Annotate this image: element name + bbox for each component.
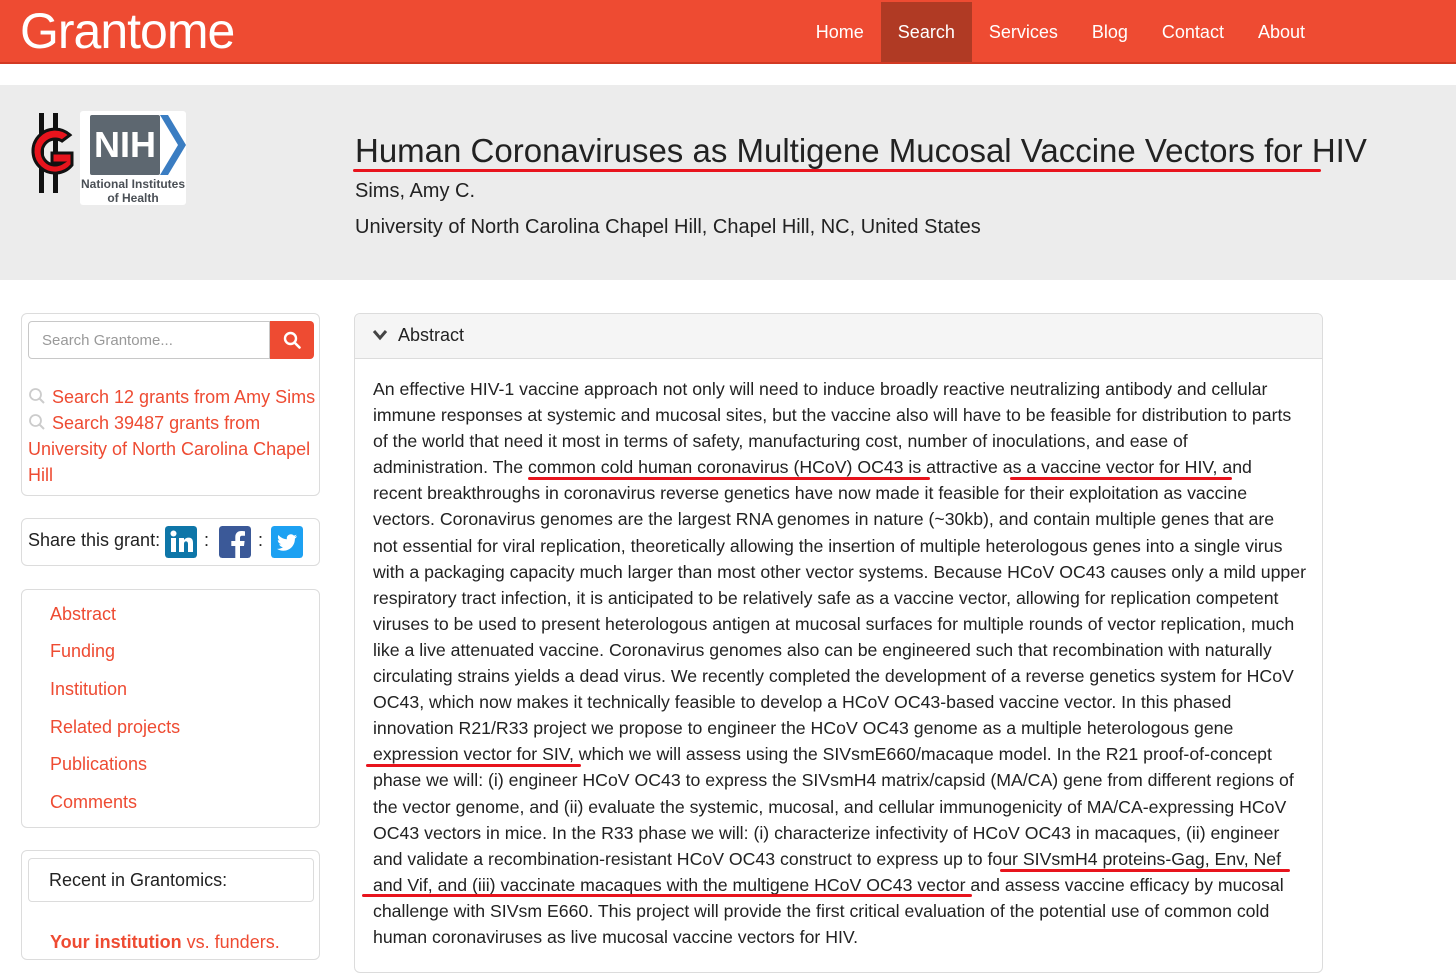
grant-header — [0, 85, 1456, 280]
highlight-underline — [362, 894, 972, 897]
abstract-line: OC43, which now makes it technically feasible to develop a HCoV OC43-based vaccine vector. In this phased — [373, 692, 1232, 713]
abstract-header[interactable] — [355, 314, 1322, 359]
abstract-line: vectors. Coronavirus genomes are the largest RNA genomes in nature (~30kb), and contain multiple genes that are — [373, 509, 1275, 530]
search-institution-grants-label-line1: Search 39487 grants from — [52, 413, 261, 433]
search-institution-grants-link[interactable] — [28, 410, 316, 488]
nav-home[interactable]: Home — [815, 22, 864, 42]
abstract-line: expression vector for SIV, which we will assess using the SIVsmE660/macaque model. In the R21 proof-of-concept — [373, 744, 1272, 765]
abstract-line: innovation R21/R33 project we propose to engineer the HCoV OC43 genome as a multiple heterologous gene — [373, 718, 1234, 739]
highlight-underline — [528, 477, 930, 480]
search-button[interactable] — [270, 321, 314, 359]
abstract-panel — [354, 313, 1323, 973]
share-panel — [21, 518, 320, 566]
brand-name: Grantome — [20, 3, 235, 59]
abstract-line: challenge with SIVsm E660. This project will provide the first critical evaluation of the potential use of common cold — [373, 900, 1270, 921]
abstract-line: with a packaging capacity much larger than most other vector systems. Because HCoV OC43 causes only a mild upper — [373, 561, 1306, 582]
highlight-underline — [1010, 477, 1232, 480]
nav-contact[interactable]: Contact — [1161, 22, 1224, 42]
abstract-line: of the world that need it most in terms of safety, manufacturing cost, number of inoculations, and ease of — [373, 431, 1188, 452]
chevron-down-icon — [372, 329, 388, 341]
search-pi-grants-label: Search 12 grants from Amy Sims — [52, 387, 316, 407]
abstract-line: and validate a recombination-resistant HCoV OC43 construct to express up to four SIVsmH4 proteins-Gag, Env, Nef — [373, 848, 1282, 869]
toc-publications[interactable]: Publications — [50, 754, 148, 774]
abstract-line: OC43 vectors in mice. In the R33 phase we will: (i) characterize infectivity of HCoV OC43 in macaques, (ii) engineer — [373, 822, 1280, 843]
search-pi-grants-link[interactable] — [28, 384, 316, 410]
nih-abbrev: NIH — [90, 115, 160, 175]
recent-header — [28, 858, 314, 902]
abstract-body — [373, 376, 1313, 950]
title-underline — [353, 169, 1321, 172]
nav-about[interactable]: About — [1257, 22, 1305, 42]
recent-link-rest: vs. funders. — [181, 932, 280, 952]
abstract-line: respiratory tract infection, it is anticipated to be relatively safe as a vaccine vector, allowing for replication competent — [373, 587, 1279, 608]
abstract-line: like a live attenuated vaccine. Coronavirus genomes also can be engineered such that recombination with naturally — [373, 639, 1272, 660]
abstract-line: administration. The common cold human coronavirus (HCoV) OC43 is attractive as a vaccine vector for HIV, and — [373, 457, 1252, 478]
search-icon — [283, 331, 301, 349]
search-institution-grants-label-line3: Hill — [28, 465, 53, 485]
abstract-line: and Vif, and (iii) vaccinate macaques with the multigene HCoV OC43 vector and assess vaccine efficacy by mucosal — [373, 874, 1284, 895]
related-search-links — [28, 384, 316, 488]
principal-investigator: Sims, Amy C. — [355, 180, 476, 202]
abstract-line: An effective HIV-1 vaccine approach not only will need to induce broadly reactive neutralizing antibody and cellular — [373, 379, 1268, 399]
nav-search[interactable]: Search — [881, 2, 972, 62]
abstract-line: circulating strains yields a dead virus. We recently completed the development of a reverse genetics system for HCoV — [373, 666, 1294, 687]
nav-blog[interactable]: Blog — [1091, 22, 1128, 42]
abstract-line: human coronaviruses as live mucosal vaccine vectors for HIV. — [373, 926, 858, 947]
recent-grantomics-panel — [21, 850, 320, 960]
twitter-icon[interactable] — [271, 526, 303, 558]
nih-name-line-1: National Institutes — [80, 177, 185, 191]
top-navbar — [0, 0, 1456, 64]
toc-funding[interactable]: Funding — [50, 641, 116, 661]
search-input[interactable] — [28, 321, 270, 359]
highlight-underline — [366, 764, 581, 767]
magnifier-icon — [28, 413, 46, 431]
linkedin-icon[interactable] — [165, 526, 197, 558]
grant-title: Human Coronaviruses as Multigene Mucosal Vaccine Vectors for HIV — [355, 132, 1367, 169]
abstract-line: phase we will: (i) engineer HCoV OC43 to express the SIVsmH4 matrix/capsid (MA/CA) gene from different regions of — [373, 770, 1294, 791]
abstract-line: viruses to be used to present heterologous antigen at mucosal surfaces for multiple rounds of vector replication, much — [373, 613, 1295, 634]
abstract-line: immune responses at systemic and mucosal sites, but the vaccine also will have to be feasible for distribution to parts — [373, 405, 1292, 426]
section-nav-panel — [21, 589, 320, 828]
nih-logo — [80, 111, 186, 205]
grantome-g-logo-icon — [22, 113, 78, 193]
main-nav — [799, 2, 1322, 62]
magnifier-icon — [28, 387, 46, 405]
nih-name-line-2: of Health — [107, 191, 159, 205]
sidebar-search-panel — [21, 313, 320, 496]
brand-logo[interactable] — [20, 2, 234, 60]
share-label: Share this grant: — [28, 530, 161, 550]
share-separator: : — [258, 530, 264, 550]
recent-article-link[interactable] — [50, 932, 280, 953]
abstract-heading: Abstract — [398, 325, 465, 345]
nav-services[interactable]: Services — [988, 22, 1058, 42]
facebook-icon[interactable] — [219, 526, 251, 558]
abstract-line: not essential for viral replication, theoretically allowing the insertion of multiple heterologous genes into a single virus — [373, 535, 1283, 556]
abstract-line: recent breakthroughs in coronavirus reverse genetics have now made it feasible for their exploitation as vaccine — [373, 483, 1248, 504]
search-institution-grants-label-line2: University of North Carolina Chapel — [28, 439, 311, 459]
abstract-line: the vector genome, and (ii) evaluate the systemic, mucosal, and cellular immunogenicity of MA/CA-expressing HCoV — [373, 796, 1287, 817]
grant-institution: University of North Carolina Chapel Hill, Chapel Hill, NC, United States — [355, 216, 981, 238]
nih-chevron-icon — [160, 115, 186, 175]
share-separator: : — [204, 530, 210, 550]
toc-comments[interactable]: Comments — [50, 792, 138, 812]
nih-full-name — [80, 177, 186, 205]
highlight-underline — [1000, 869, 1290, 872]
toc-institution[interactable]: Institution — [50, 679, 128, 699]
toc-abstract[interactable]: Abstract — [50, 604, 117, 624]
recent-label: Recent in Grantomics: — [49, 870, 228, 890]
recent-link-bold: Your institution — [50, 932, 182, 952]
toc-related-projects[interactable]: Related projects — [50, 717, 181, 737]
